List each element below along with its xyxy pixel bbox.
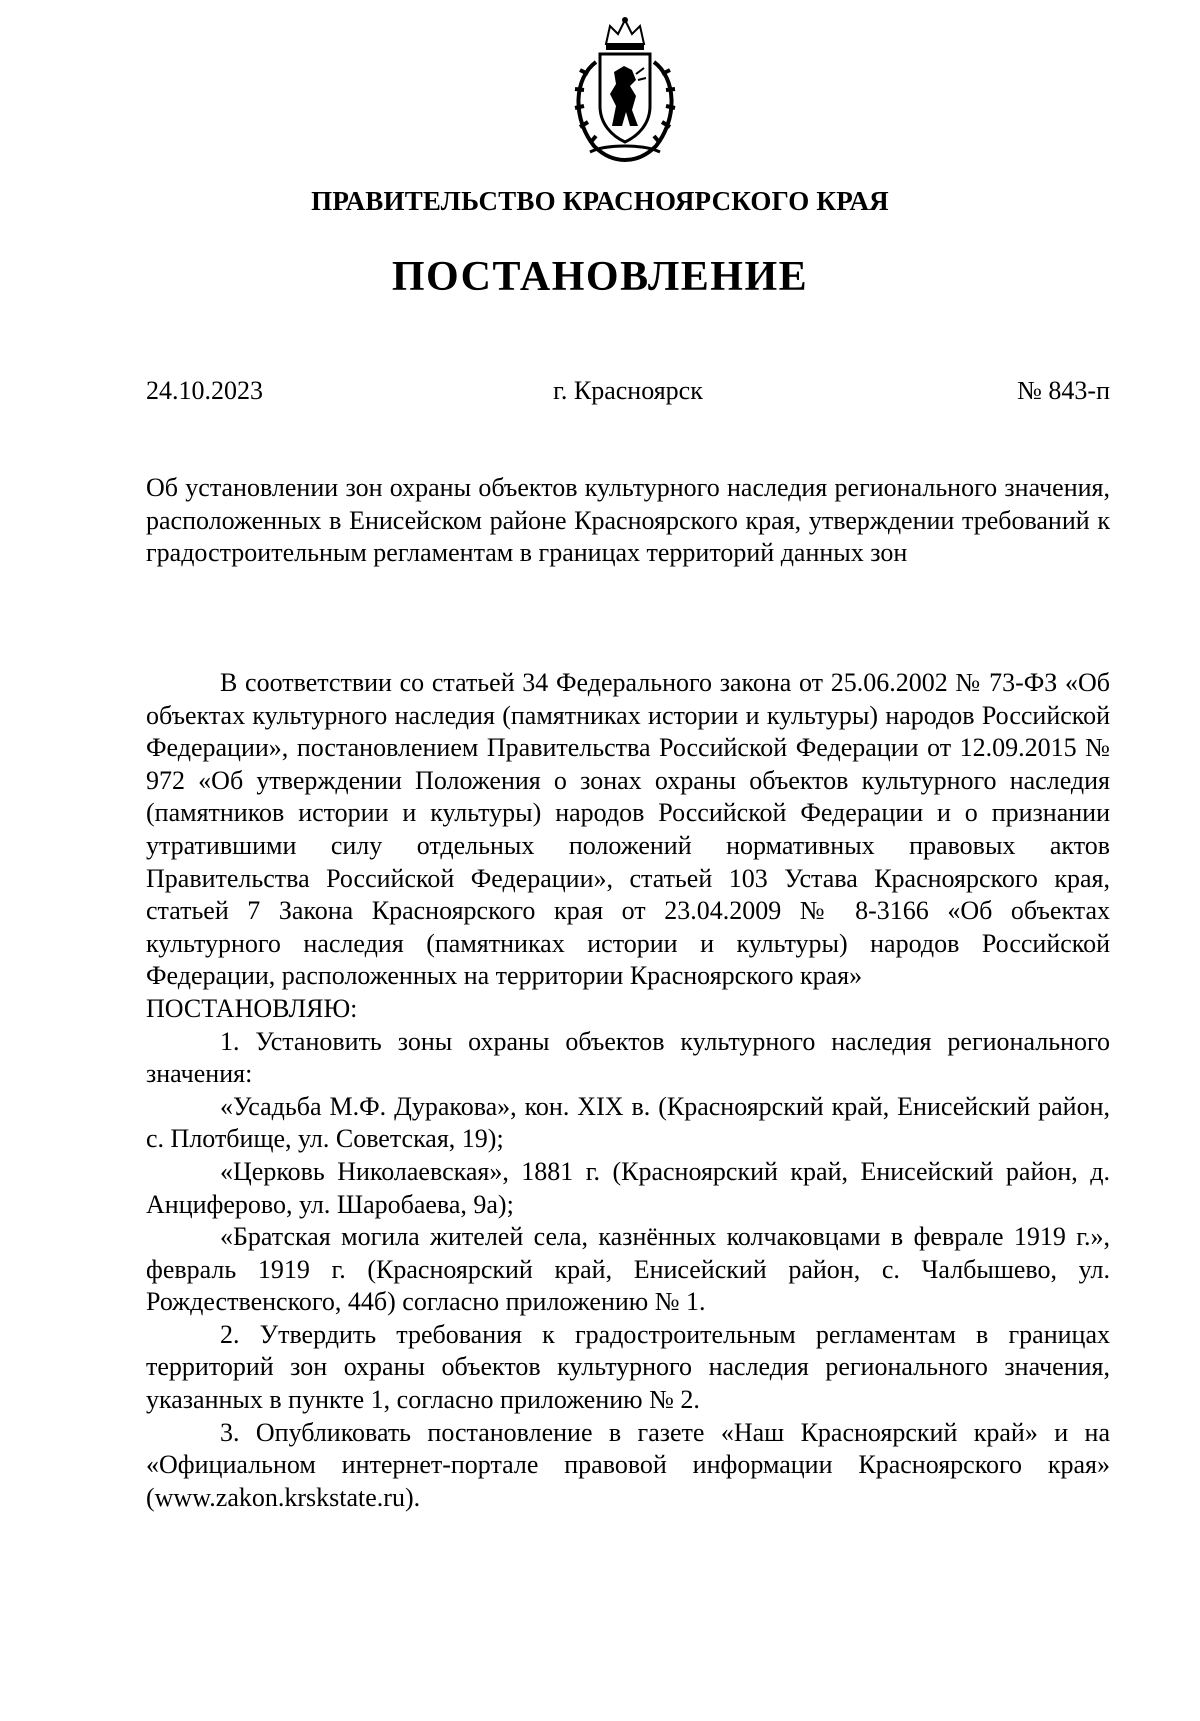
preamble-paragraph: В соответствии со статьей 34 Федерального закона от 25.06.2002 № 73-ФЗ «Об объектах культурного наследия (памятниках истории и культуры) народов Российской Федерации», постановлением Правительства Российской Федерации от 12.09.2015 № 972 «Об утверждении Положения о зонах охраны объектов культурного наследия (памятников истории и культуры) народов Российской Федерации и о признании утратившими силу отдельных положений нормативных правовых актов Правительства Российской Федерации», статьей 103 Устава Красноярского края, статьей 7 Закона Красноярского края от 23.04.2009 № 8-3166 «Об объектах культурного наследия (памятниках истории и культуры) народов Российской Федерации, расположенных на территории Красноярского края» [146,668,1110,991]
object-3-paragraph: «Братская могила жителей села, казнённых колчаковцами в феврале 1919 г.», февраль 1919 г. (Красноярский край, Енисейский район, с. Чалбышево, ул. Рождественского, 44б) согласно приложению № 1. [146,1222,1110,1317]
document-city: г. Красноярск [553,376,703,405]
resolve-statement: ПОСТАНОВЛЯЮ: [146,993,358,1023]
document-subject: Об установлении зон охраны объектов культурного наследия регионального значения, расположенных в Енисейском районе Красноярского края, утверждении требований к градостроительным регламентам в границах территорий данных зон [146,473,1110,567]
organization-title: ПРАВИТЕЛЬСТВО КРАСНОЯРСКОГО КРАЯ [311,186,889,216]
coat-of-arms-icon [566,14,684,162]
document-date: 24.10.2023 [146,376,263,405]
item-2-paragraph: 2. Утвердить требования к градостроительным регламентам в границах территорий зон охраны объектов культурного наследия регионального значения, указанных в пункте 1, согласно приложению № 2. [146,1319,1110,1415]
document-meta-line [146,376,1110,410]
document-body [146,667,1110,1514]
item-1-paragraph: 1. Установить зоны охраны объектов культурного наследия регионального значения: [146,1026,1110,1089]
object-2-paragraph: «Церковь Николаевская», 1881 г. (Красноярский край, Енисейский район, д. Анциферово, ул. Шаробаева, 9а); [146,1156,1110,1219]
item-3-paragraph: 3. Опубликовать постановление в газете «Наш Красноярский край» и на «Официальном интернет-портале правовой информации Красноярского края» (www.zakon.krskstate.ru). [146,1417,1110,1512]
object-1-paragraph: «Усадьба М.Ф. Дуракова», кон. XIX в. (Красноярский край, Енисейский район, с. Плотбище, ул. Советская, 19); [146,1091,1110,1154]
document-number: № 843-п [1017,376,1110,405]
document-type-title: ПОСТАНОВЛЕНИЕ [391,254,809,300]
